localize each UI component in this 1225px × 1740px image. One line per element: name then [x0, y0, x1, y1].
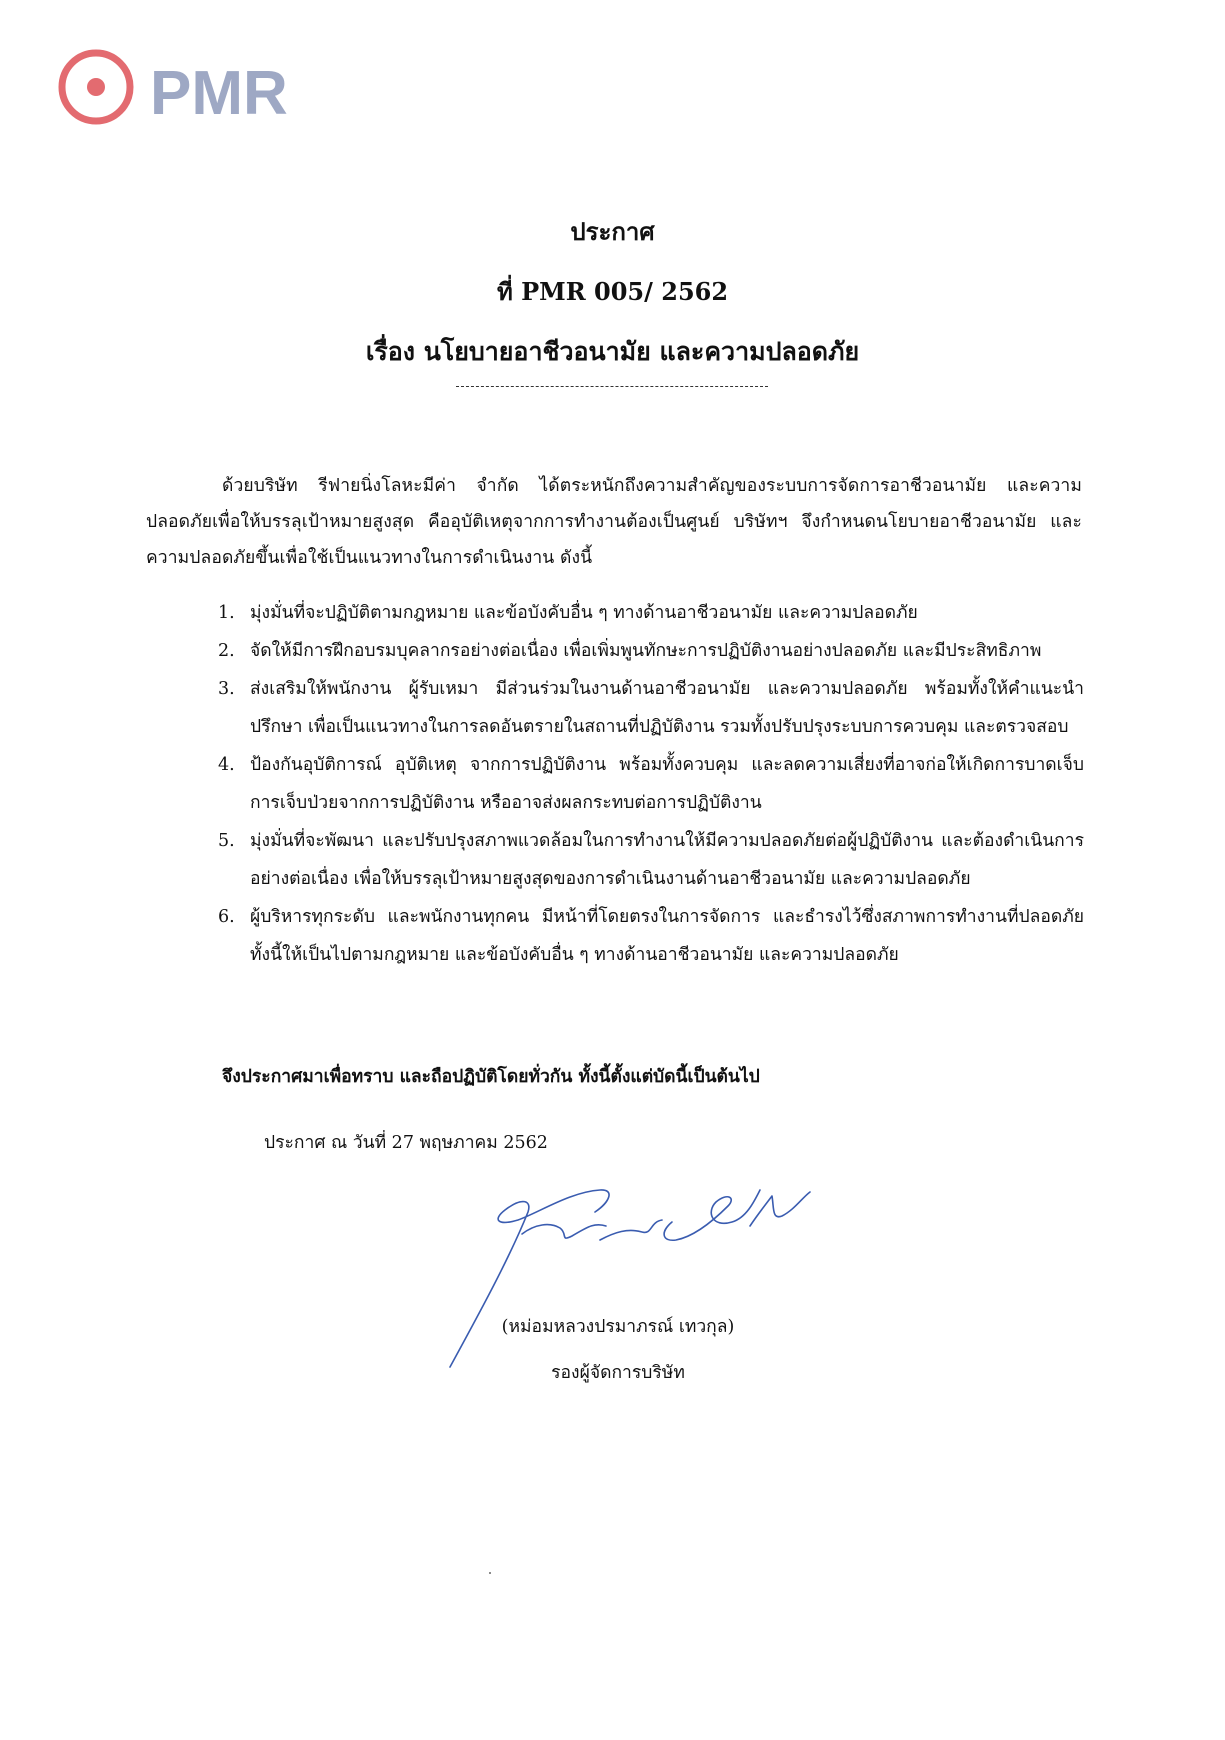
heading-divider	[456, 386, 768, 387]
policy-text: ผู้บริหารทุกระดับ และพนักงานทุกคน มีหน้าที่โดยตรงในการจัดการ และธำรงไว้ซึ่งสภาพการทำงานที่ปลอดภัย ทั้งนี้ให้เป็นไปตามกฎหมาย และข้อบังคับอื่น ๆ ทางด้านอาชีวอนามัย และความปลอดภัย	[250, 907, 1084, 965]
policy-text: มุ่งมั่นที่จะปฏิบัติตามกฎหมาย และข้อบังคับอื่น ๆ ทางด้านอาชีวอนามัย และความปลอดภัย	[250, 603, 918, 623]
logo-text: PMR	[150, 59, 288, 128]
intro-paragraph: ด้วยบริษัท รีฟายนิ่งโลหะมีค่า จำกัด ได้ตระหนักถึงความสำคัญของระบบการจัดการอาชีวอนามัย และความปลอดภัยเพื่อให้บรรลุเป้าหมายสูงสุด คืออุบัติเหตุจากการทำงานต้องเป็นศูนย์ บริษัทฯ จึงกำหนดนโยบายอาชีวอนามัย และความปลอดภัยขึ้นเพื่อใช้เป็นแนวทางในการดำเนินงาน ดังนี้	[146, 475, 1082, 568]
closing-statement: จึงประกาศมาเพื่อทราบ และถือปฏิบัติโดยทั่วกัน ทั้งนี้ตั้งแต่บัดนี้เป็นต้นไป	[222, 1067, 760, 1087]
policy-item	[218, 822, 1084, 898]
scan-speck	[489, 1572, 491, 1574]
policy-list	[218, 594, 1084, 974]
policy-number: 1.	[218, 603, 235, 623]
announcement-date: ประกาศ ณ วันที่ 27 พฤษภาคม 2562	[264, 1133, 548, 1153]
policy-number: 5.	[218, 831, 235, 851]
policy-text: ส่งเสริมให้พนักงาน ผู้รับเหมา มีส่วนร่วมในงานด้านอาชีวอนามัย และความปลอดภัย พร้อมทั้งให้คำแนะนำปรึกษา เพื่อเป็นแนวทางในการลดอันตรายในสถานที่ปฏิบัติงาน รวมทั้งปรับปรุงระบบการควบคุม และตรวจสอบ	[250, 679, 1084, 737]
policy-number: 2.	[218, 641, 235, 661]
pmr-logo-mark	[52, 42, 332, 132]
policy-number: 3.	[218, 679, 235, 699]
announcement-number: ที่ PMR 005/ 2562	[496, 277, 729, 306]
policy-item	[218, 594, 1084, 632]
company-logo	[52, 42, 332, 132]
announcement-title: ประกาศ	[570, 217, 655, 246]
policy-item	[218, 898, 1084, 974]
signer-name: (หม่อมหลวงปรมาภรณ์ เทวกุล)	[501, 1317, 735, 1337]
handwritten-signature	[410, 1162, 870, 1382]
logo-dot-icon	[87, 78, 105, 96]
policy-item	[218, 746, 1084, 822]
policy-number: 6.	[218, 907, 235, 927]
signer-title: รองผู้จัดการบริษัท	[551, 1363, 685, 1383]
policy-item	[218, 670, 1084, 746]
policy-number: 4.	[218, 755, 235, 775]
policy-item	[218, 632, 1084, 670]
announcement-subject: เรื่อง นโยบายอาชีวอนามัย และความปลอดภัย	[365, 337, 860, 366]
policy-text: มุ่งมั่นที่จะพัฒนา และปรับปรุงสภาพแวดล้อมในการทำงานให้มีความปลอดภัยต่อผู้ปฏิบัติงาน และต้องดำเนินการอย่างต่อเนื่อง เพื่อให้บรรลุเป้าหมายสูงสุดของการดำเนินงานด้านอาชีวอนามัย และความปลอดภัย	[250, 831, 1084, 889]
policy-text: จัดให้มีการฝึกอบรมบุคลากรอย่างต่อเนื่อง เพื่อเพิ่มพูนทักษะการปฏิบัติงานอย่างปลอดภัย และมีประสิทธิภาพ	[250, 641, 1042, 661]
policy-text: ป้องกันอุบัติการณ์ อุบัติเหตุ จากการปฏิบัติงาน พร้อมทั้งควบคุม และลดความเสี่ยงที่อาจก่อให้เกิดการบาดเจ็บ การเจ็บป่วยจากการปฏิบัติงาน หรืออาจส่งผลกระทบต่อการปฏิบัติงาน	[250, 755, 1084, 813]
